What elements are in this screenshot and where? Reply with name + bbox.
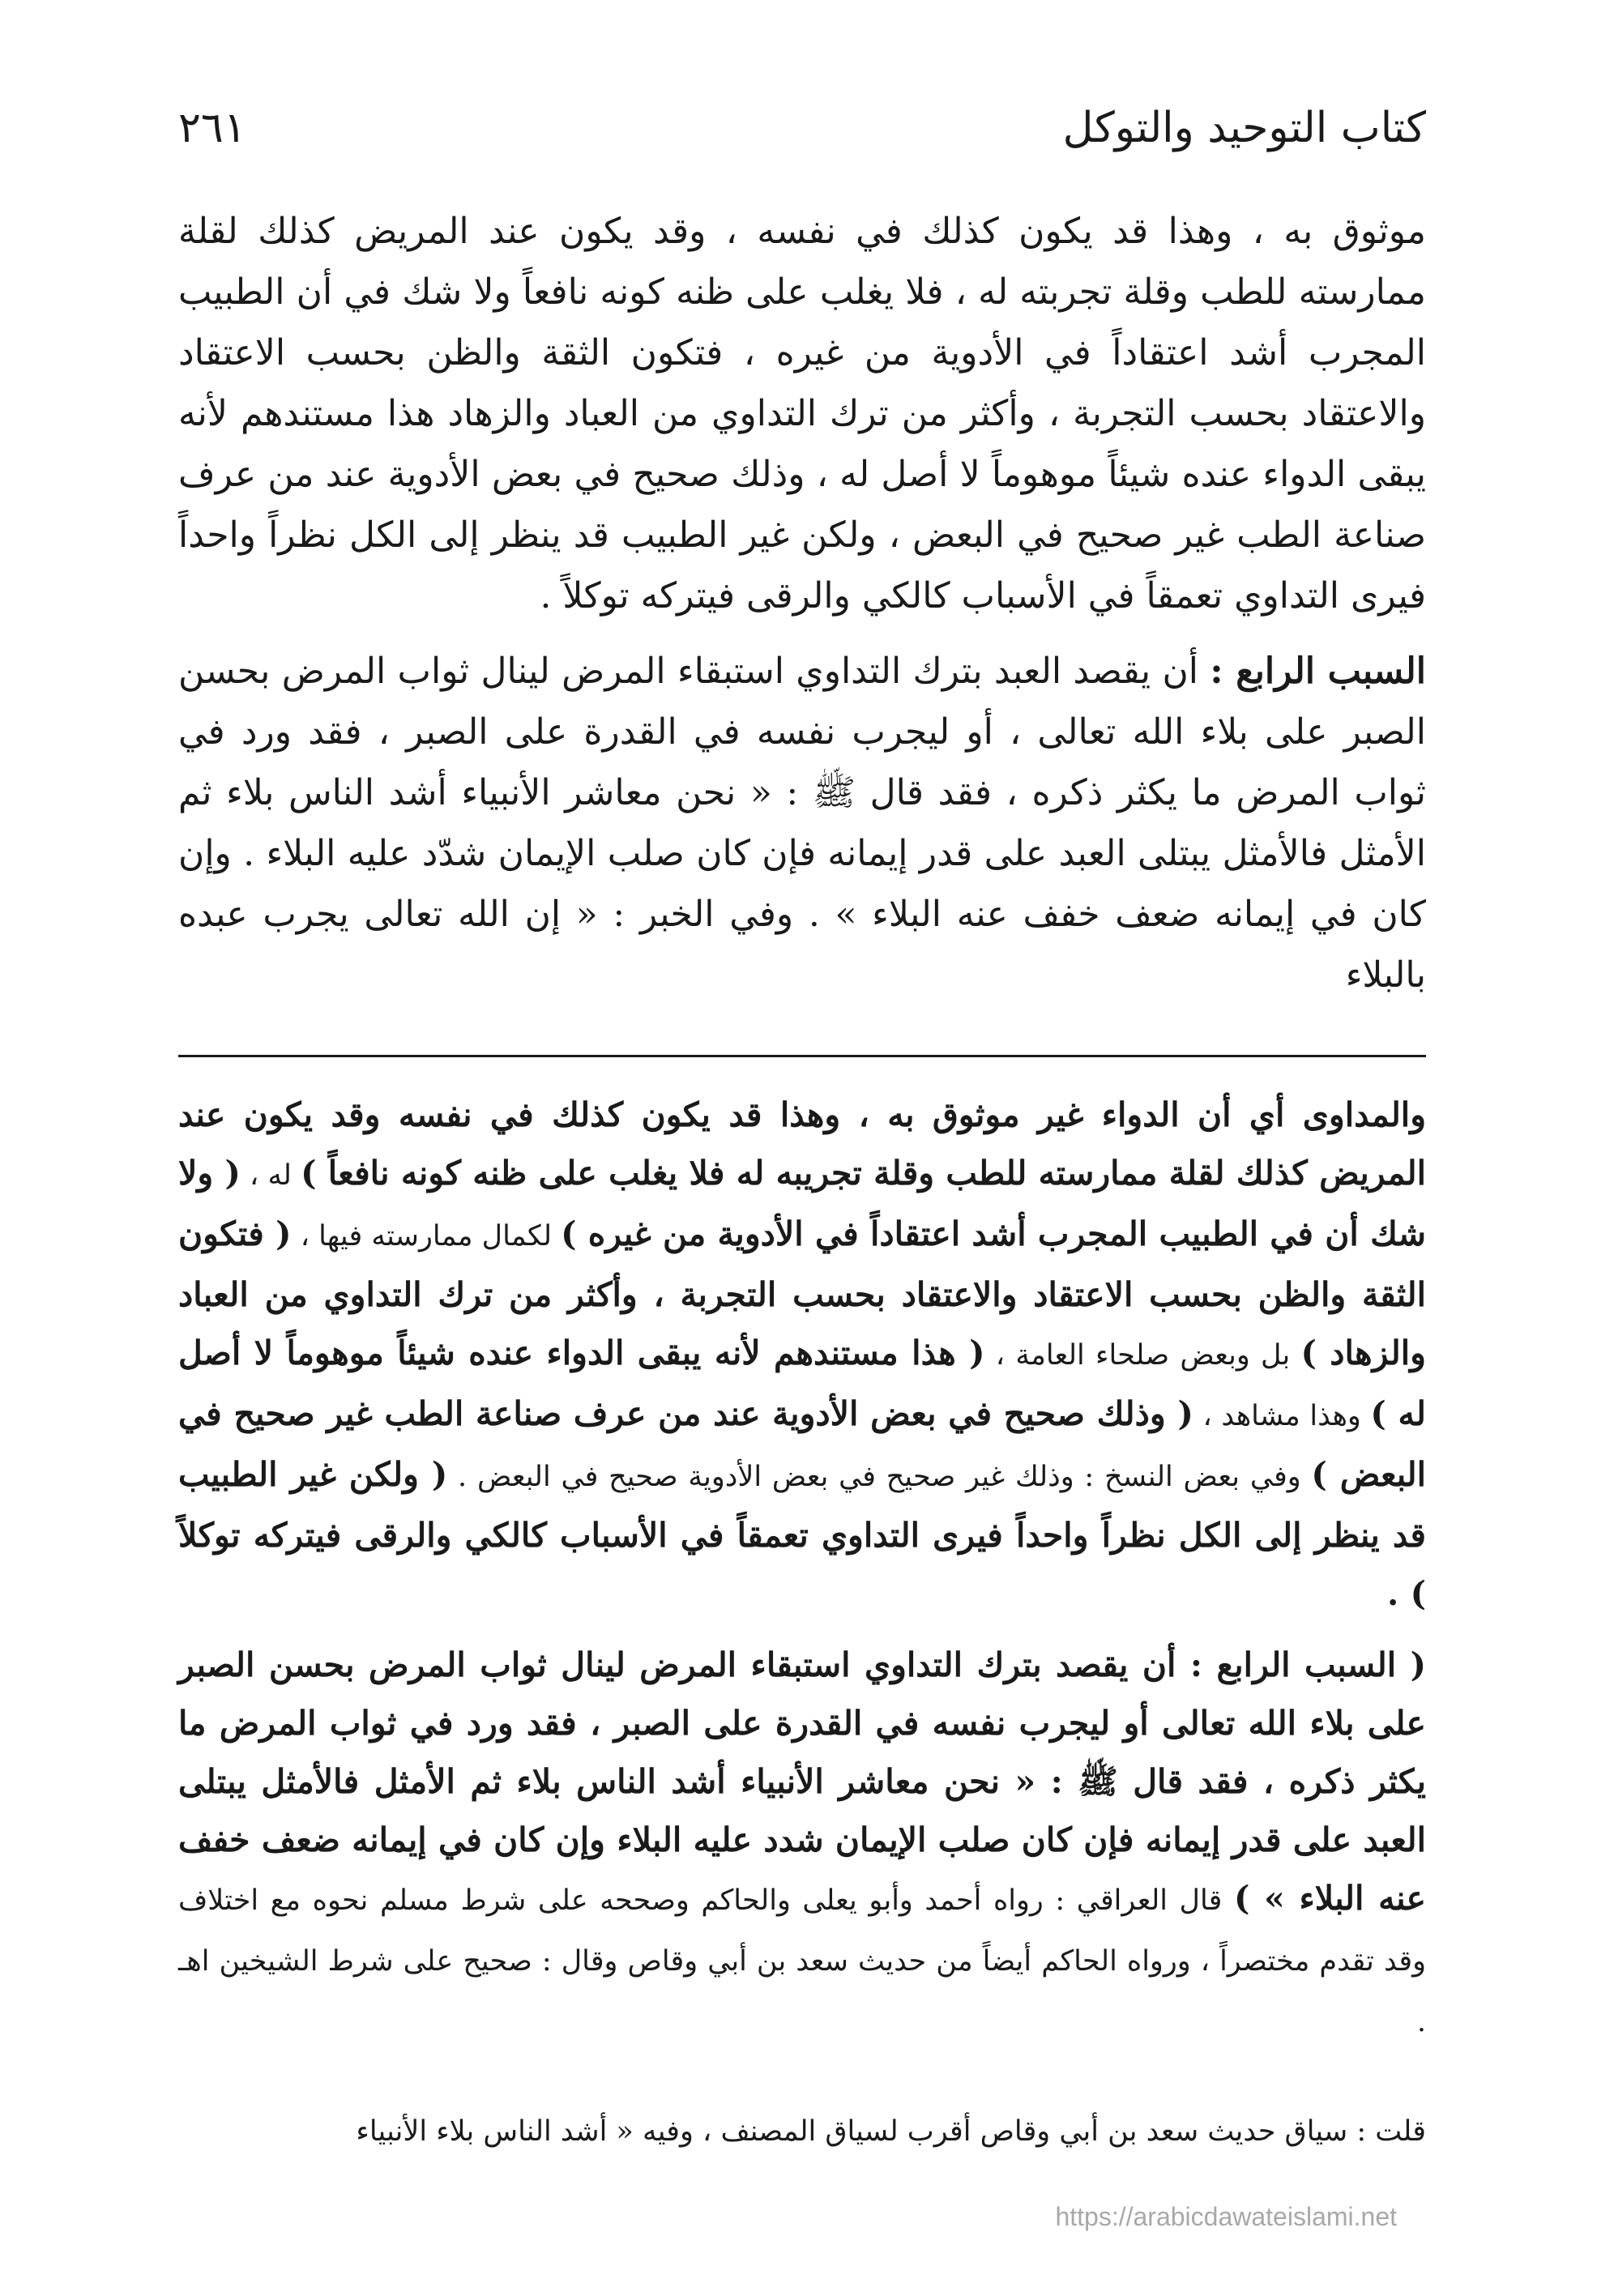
sharh-explanation: بل وبعض صلحاء العامة ، (984, 1339, 1301, 1372)
page-header (178, 96, 1426, 169)
sharh-explanation: له ، (240, 1159, 301, 1192)
paragraph-text: أن يقصد العبد بترك التداوي استبقاء المرض لينال ثواب المرض بحسن الصبر على بلاء الله تعالى ، أو ليجرب نفسه في القدرة على الصبر ، فقد ورد في ثواب المرض ما يكثر ذكره ، فقد قال ﷺ : « نحن معاشر الأنبياء أشد الناس بلاء ثم الأمثل فالأمثل يبتلى العبد على قدر إيمانه فإن كان صلب الإيمان شدّد عليه البلاء . وإن كان في إيمانه ضعف خفف عنه البلاء » . وفي الخبر : « إن الله تعالى يجرب عبده بالبلاء (178, 651, 1427, 996)
section-heading: السبب الرابع : (1210, 651, 1426, 692)
commentary-paragraph (178, 1086, 1426, 1623)
commentary-paragraph (178, 1636, 1426, 2051)
page-number: ٢٦١ (178, 104, 246, 152)
sharh-explanation: وهذا مشاهد ، (1193, 1400, 1371, 1432)
matn-quote: ( فتكون الثقة والظن بحسب الاعتقاد والاعتقاد بحسب التجربة ، وأكثر من ترك التداوي من العباد والزهاد ) (178, 1214, 1426, 1372)
sharh-explanation: لكمال ممارسته فيها ، (291, 1220, 561, 1253)
matn-quote: والمداوى أي أن الدواء غير موثوق به ، وهذا قد يكون كذلك في نفسه وقد يكون عند المريض كذلك لقلة ممارسته للطب وقلة تجريبه له فلا يغلب على ظنه كونه نافعاً ) (178, 1095, 1426, 1193)
footnote-divider (178, 1055, 1426, 1057)
matn-quote: ( ولا شك أن في الطبيب المجرب أشد اعتقاداً في الأدوية من غيره ) (178, 1154, 1426, 1253)
running-title: كتاب التوحيد والتوكل (1062, 104, 1426, 152)
matn-quote: ( السبب الرابع : أن يقصد بترك التداوي استبقاء المرض لينال ثواب المرض بحسن الصبر على بلاء الله تعالى أو ليجرب نفسه في القدرة على الصبر ، فقد ورد في ثواب المرض ما يكثر ذكره ، فقد قال ﷺ : « نحن معاشر الأنبياء أشد الناس بلاء ثم الأمثل فالأمثل يبتلى العبد على قدر إيمانه فإن كان صلب الإيمان شدد عليه البلاء وإن كان في إيمانه ضعف خفف عنه البلاء » ) (178, 1645, 1426, 1918)
commentary-section (178, 1086, 1426, 2051)
main-paragraph (178, 641, 1426, 1005)
main-text (178, 201, 1426, 1005)
matn-quote: ( ولكن غير الطبيب قد ينظر إلى الكل نظراً واحداً فيرى التداوي تعمقاً في الأسباب كالكي والرقى فيتركه توكلاً ) . (178, 1455, 1426, 1613)
main-paragraph: موثوق به ، وهذا قد يكون كذلك في نفسه ، وقد يكون عند المريض كذلك لقلة ممارسته للطب وقلة تجربته له ، فلا يغلب على ظنه كونه نافعاً ولا شك في أن الطبيب المجرب أشد اعتقاداً في الأدوية من غيره ، فتكون الثقة والظن بحسب الاعتقاد والاعتقاد بحسب التجربة ، وأكثر من ترك التداوي من العباد والزهاد هذا مستندهم لأنه يبقى الدواء عنده شيئاً موهوماً لا أصل له ، وذلك صحيح في بعض الأدوية عند من عرف صناعة الطب غير صحيح في البعض ، ولكن غير الطبيب قد ينظر إلى الكل نظراً واحداً فيرى التداوي تعمقاً في الأسباب كالكي والرقى فيتركه توكلاً . (178, 211, 1426, 617)
watermark-url: https://arabicdawateislami.net (1055, 2202, 1397, 2231)
sharh-explanation: قال العراقي : رواه أحمد وأبو يعلى والحاكم وصححه على شرط مسلم نحوه مع اختلاف وقد تقدم مختصراً ، ورواه الحاكم أيضاً من حديث سعد بن أبي وقاص وقال : صحيح على شرط الشيخين اهـ . (178, 1884, 1426, 2038)
commentary-note: قلت : سياق حديث سعد بن أبي وقاص أقرب لسياق المصنف ، وفيه « أشد الناس بلاء الأنبياء (356, 2115, 1426, 2148)
sharh-explanation: وفي بعض النسخ : وذلك غير صحيح في بعض الأدوية صحيح في البعض . (447, 1461, 1312, 1493)
matn-quote: ( هذا مستندهم لأنه يبقى الدواء عنده شيئاً موهوماً لا أصل له ) (178, 1334, 1427, 1433)
matn-quote: ( وذلك صحيح في بعض الأدوية عند من عرف صناعة الطب غير صحيح في البعض ) (178, 1394, 1426, 1494)
